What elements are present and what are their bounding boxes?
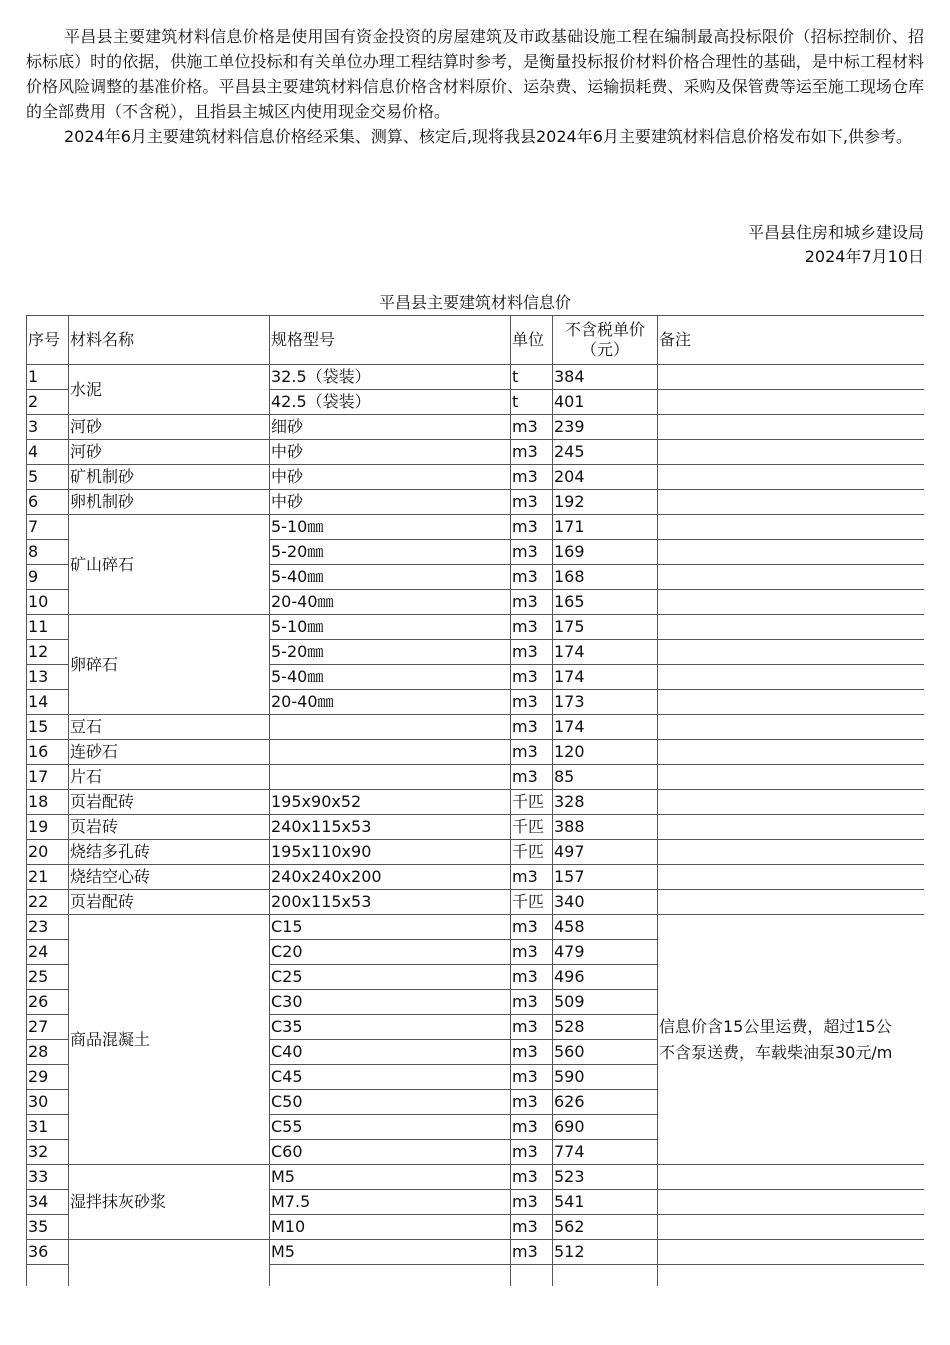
cell-spec: 5-10㎜ — [270, 615, 511, 640]
cell-no: 35 — [27, 1215, 69, 1240]
cell-no: 15 — [27, 715, 69, 740]
cell-unit: m3 — [511, 865, 553, 890]
cell-no: 19 — [27, 815, 69, 840]
cell-remark — [658, 365, 925, 390]
cell-price: 157 — [553, 865, 658, 890]
cell-spec — [270, 765, 511, 790]
cell-no: 24 — [27, 940, 69, 965]
cell-spec: 中砂 — [270, 440, 511, 465]
cell-unit: m3 — [511, 615, 553, 640]
cell-name: 矿机制砂 — [69, 465, 270, 490]
cell-price: 168 — [553, 565, 658, 590]
table-row — [27, 765, 925, 790]
table-row — [27, 865, 925, 890]
cell-price: 175 — [553, 615, 658, 640]
header-name: 材料名称 — [69, 316, 270, 365]
cell-remark — [658, 515, 925, 540]
cell-no: 14 — [27, 690, 69, 715]
cell-no: 7 — [27, 515, 69, 540]
header-no: 序号 — [27, 316, 69, 365]
table-row — [27, 740, 925, 765]
cell-spec: C15 — [270, 915, 511, 940]
cell-no: 5 — [27, 465, 69, 490]
cell-remark-concrete — [658, 915, 925, 1165]
cell-remark — [658, 1265, 925, 1287]
cell-no: 23 — [27, 915, 69, 940]
cell-price: 192 — [553, 490, 658, 515]
concrete-note-line-1: 信息价含15公里运费，超过15公 — [659, 1016, 892, 1036]
cell-name: 河砂 — [69, 440, 270, 465]
cell-unit: t — [511, 390, 553, 415]
cell-remark — [658, 490, 925, 515]
cell-no: 8 — [27, 540, 69, 565]
cell-price: 120 — [553, 740, 658, 765]
cell-remark — [658, 565, 925, 590]
cell-spec: 细砂 — [270, 415, 511, 440]
intro-text — [26, 24, 924, 149]
cell-no: 9 — [27, 565, 69, 590]
cell-remark — [658, 690, 925, 715]
cell-unit: m3 — [511, 1240, 553, 1265]
cell-remark — [658, 465, 925, 490]
cell-remark — [658, 1190, 925, 1215]
cell-spec: 240x240x200 — [270, 865, 511, 890]
cell-price: 626 — [553, 1090, 658, 1115]
cell-no: 32 — [27, 1140, 69, 1165]
cell-unit: 千匹 — [511, 840, 553, 865]
cell-name: 页岩配砖 — [69, 890, 270, 915]
table-row — [27, 1240, 925, 1265]
cell-name: 豆石 — [69, 715, 270, 740]
cell-price: 560 — [553, 1040, 658, 1065]
cell-remark — [658, 390, 925, 415]
cell-price: 171 — [553, 515, 658, 540]
cell-spec: 20-40㎜ — [270, 690, 511, 715]
cell-unit: m3 — [511, 540, 553, 565]
cell-remark — [658, 1215, 925, 1240]
cell-no: 31 — [27, 1115, 69, 1140]
cell-price: 245 — [553, 440, 658, 465]
table-row — [27, 415, 925, 440]
cell-remark — [658, 815, 925, 840]
cell-unit: m3 — [511, 915, 553, 940]
cell-price: 204 — [553, 465, 658, 490]
cell-unit: m3 — [511, 590, 553, 615]
price-table-container — [26, 315, 924, 1286]
cell-spec: C45 — [270, 1065, 511, 1090]
table-row — [27, 515, 925, 540]
intro-paragraph-2: 2024年6月主要建筑材料信息价格经采集、测算、核定后,现将我县2024年6月主要建筑材料信息价格发布如下,供参考。 — [64, 127, 912, 146]
cell-spec: 5-20㎜ — [270, 640, 511, 665]
cell-price: 174 — [553, 640, 658, 665]
cell-no: 2 — [27, 390, 69, 415]
cell-unit: m3 — [511, 1190, 553, 1215]
cell-unit: m3 — [511, 1215, 553, 1240]
cell-price: 590 — [553, 1065, 658, 1090]
cell-price: 384 — [553, 365, 658, 390]
cell-remark — [658, 790, 925, 815]
cell-unit: m3 — [511, 515, 553, 540]
header-price: 不含税单价（元） — [553, 316, 658, 365]
cell-price: 174 — [553, 665, 658, 690]
cell-remark — [658, 890, 925, 915]
cell-price: 512 — [553, 1240, 658, 1265]
cell-unit: m3 — [511, 990, 553, 1015]
cell-remark — [658, 440, 925, 465]
price-table-body — [27, 316, 925, 1287]
cell-no: 20 — [27, 840, 69, 865]
cell-spec: M10 — [270, 1215, 511, 1240]
cell-spec: 5-10㎜ — [270, 515, 511, 540]
cell-no: 13 — [27, 665, 69, 690]
cell-spec: C50 — [270, 1090, 511, 1115]
cell-unit: m3 — [511, 965, 553, 990]
cell-spec: 20-40㎜ — [270, 590, 511, 615]
cell-unit: m3 — [511, 940, 553, 965]
table-row — [27, 815, 925, 840]
header-spec: 规格型号 — [270, 316, 511, 365]
cell-unit: m3 — [511, 690, 553, 715]
cell-name: 烧结多孔砖 — [69, 840, 270, 865]
cell-price: 340 — [553, 890, 658, 915]
cell-remark — [658, 840, 925, 865]
cell-price: 401 — [553, 390, 658, 415]
cell-spec: C35 — [270, 1015, 511, 1040]
cell-unit: 千匹 — [511, 815, 553, 840]
cell-no: 30 — [27, 1090, 69, 1115]
cell-spec: C60 — [270, 1140, 511, 1165]
cell-price: 328 — [553, 790, 658, 815]
cell-name: 卵机制砂 — [69, 490, 270, 515]
cell-unit: m3 — [511, 1165, 553, 1190]
cell-price: 509 — [553, 990, 658, 1015]
header-remark: 备注 — [658, 316, 925, 365]
cell-remark — [658, 590, 925, 615]
cell-name-group: 湿拌抹灰砂浆 — [69, 1165, 270, 1240]
cell-spec: 42.5（袋装） — [270, 390, 511, 415]
cell-unit: m3 — [511, 1040, 553, 1065]
cell-no: 29 — [27, 1065, 69, 1090]
cell-unit: 千匹 — [511, 790, 553, 815]
cell-price: 173 — [553, 690, 658, 715]
table-row — [27, 615, 925, 640]
cell-spec: M5 — [270, 1165, 511, 1190]
cell-no: 4 — [27, 440, 69, 465]
cell-spec: 200x115x53 — [270, 890, 511, 915]
cell-name-group: 水泥 — [69, 365, 270, 415]
cell-spec: 中砂 — [270, 490, 511, 515]
cell-no: 1 — [27, 365, 69, 390]
cell-no: 33 — [27, 1165, 69, 1190]
cell-name: 烧结空心砖 — [69, 865, 270, 890]
table-row — [27, 465, 925, 490]
cell-spec: C30 — [270, 990, 511, 1015]
cell-no — [27, 1265, 69, 1287]
table-header-row — [27, 316, 925, 365]
cell-no: 21 — [27, 865, 69, 890]
table-row — [27, 890, 925, 915]
cell-no: 36 — [27, 1240, 69, 1265]
cell-unit: m3 — [511, 565, 553, 590]
cell-price: 774 — [553, 1140, 658, 1165]
cell-unit: m3 — [511, 665, 553, 690]
table-row — [27, 915, 925, 940]
cell-name-group — [69, 1240, 270, 1287]
price-table — [26, 315, 924, 1286]
cell-remark — [658, 1240, 925, 1265]
header-unit: 单位 — [511, 316, 553, 365]
cell-no: 12 — [27, 640, 69, 665]
cell-unit: m3 — [511, 765, 553, 790]
cell-spec — [270, 740, 511, 765]
cell-price: 388 — [553, 815, 658, 840]
cell-unit: m3 — [511, 415, 553, 440]
cell-no: 27 — [27, 1015, 69, 1040]
cell-remark — [658, 665, 925, 690]
cell-unit: m3 — [511, 640, 553, 665]
cell-no: 25 — [27, 965, 69, 990]
cell-name-group: 商品混凝土 — [69, 915, 270, 1165]
cell-price: 497 — [553, 840, 658, 865]
cell-spec: 32.5（袋装） — [270, 365, 511, 390]
cell-price: 479 — [553, 940, 658, 965]
cell-spec: 5-20㎜ — [270, 540, 511, 565]
cell-no: 26 — [27, 990, 69, 1015]
cell-price: 85 — [553, 765, 658, 790]
cell-unit: m3 — [511, 490, 553, 515]
table-row — [27, 1165, 925, 1190]
cell-no: 18 — [27, 790, 69, 815]
cell-name-group: 矿山碎石 — [69, 515, 270, 615]
cell-unit: t — [511, 365, 553, 390]
cell-spec: 5-40㎜ — [270, 665, 511, 690]
cell-price: 174 — [553, 715, 658, 740]
cell-unit: 千匹 — [511, 890, 553, 915]
cell-price: 496 — [553, 965, 658, 990]
table-row — [27, 440, 925, 465]
table-row — [27, 365, 925, 390]
cell-unit: m3 — [511, 465, 553, 490]
cell-spec — [270, 715, 511, 740]
table-title: 平昌县主要建筑材料信息价 — [378, 293, 571, 312]
cell-spec: 5-40㎜ — [270, 565, 511, 590]
cell-unit: m3 — [511, 1140, 553, 1165]
cell-remark — [658, 415, 925, 440]
cell-unit: m3 — [511, 715, 553, 740]
cell-spec: 195x90x52 — [270, 790, 511, 815]
cell-remark — [658, 715, 925, 740]
table-row — [27, 490, 925, 515]
cell-spec: M5 — [270, 1240, 511, 1265]
cell-remark — [658, 865, 925, 890]
cell-unit: m3 — [511, 740, 553, 765]
issue-date: 2024年7月10日 — [804, 247, 924, 266]
cell-spec: C40 — [270, 1040, 511, 1065]
cell-no: 22 — [27, 890, 69, 915]
cell-no: 34 — [27, 1190, 69, 1215]
cell-unit: m3 — [511, 440, 553, 465]
cell-no: 28 — [27, 1040, 69, 1065]
cell-name: 页岩配砖 — [69, 790, 270, 815]
cell-price: 690 — [553, 1115, 658, 1140]
cell-no: 10 — [27, 590, 69, 615]
cell-remark — [658, 1165, 925, 1190]
cell-price: 239 — [553, 415, 658, 440]
cell-remark — [658, 765, 925, 790]
cell-price: 458 — [553, 915, 658, 940]
cell-price: 528 — [553, 1015, 658, 1040]
cell-remark — [658, 615, 925, 640]
table-row — [27, 840, 925, 865]
cell-price: 562 — [553, 1215, 658, 1240]
cell-name: 页岩砖 — [69, 815, 270, 840]
cell-unit: m3 — [511, 1090, 553, 1115]
cell-remark — [658, 740, 925, 765]
cell-spec: C20 — [270, 940, 511, 965]
issuing-organization: 平昌县住房和城乡建设局 — [747, 223, 924, 242]
cell-name: 连砂石 — [69, 740, 270, 765]
cell-no: 16 — [27, 740, 69, 765]
cell-unit — [511, 1265, 553, 1287]
cell-price: 169 — [553, 540, 658, 565]
cell-unit: m3 — [511, 1115, 553, 1140]
cell-spec — [270, 1265, 511, 1287]
cell-spec: C25 — [270, 965, 511, 990]
intro-paragraph-1: 平昌县主要建筑材料信息价格是使用国有资金投资的房屋建筑及市政基础设施工程在编制最高投标限价（招标控制价、招标标底）时的依据，供施工单位投标和有关单位办理工程结算时参考，是衡量投标报价材料价格合理性的基础，是中标工程材料价格风险调整的基准价格。平昌县主要建筑材料信息价格含材料原价、运杂费、运输损耗费、采购及保管费等运至施工现场仓库的全部费用（不含税），且指县主城区内使用现金交易价格。 — [26, 27, 924, 121]
cell-name: 河砂 — [69, 415, 270, 440]
cell-unit: m3 — [511, 1015, 553, 1040]
cell-spec: 240x115x53 — [270, 815, 511, 840]
cell-price — [553, 1265, 658, 1287]
cell-spec: M7.5 — [270, 1190, 511, 1215]
cell-name-group: 卵碎石 — [69, 615, 270, 715]
cell-no: 6 — [27, 490, 69, 515]
cell-no: 3 — [27, 415, 69, 440]
cell-spec: 中砂 — [270, 465, 511, 490]
table-row — [27, 715, 925, 740]
cell-remark — [658, 640, 925, 665]
cell-spec: C55 — [270, 1115, 511, 1140]
cell-no: 11 — [27, 615, 69, 640]
cell-remark — [658, 540, 925, 565]
cell-spec: 195x110x90 — [270, 840, 511, 865]
cell-price: 523 — [553, 1165, 658, 1190]
cell-unit: m3 — [511, 1065, 553, 1090]
cell-name: 片石 — [69, 765, 270, 790]
table-row — [27, 790, 925, 815]
cell-price: 541 — [553, 1190, 658, 1215]
concrete-note-line-2: 不含泵送费，车载柴油泵30元/m — [659, 1042, 893, 1062]
cell-no: 17 — [27, 765, 69, 790]
cell-price: 165 — [553, 590, 658, 615]
